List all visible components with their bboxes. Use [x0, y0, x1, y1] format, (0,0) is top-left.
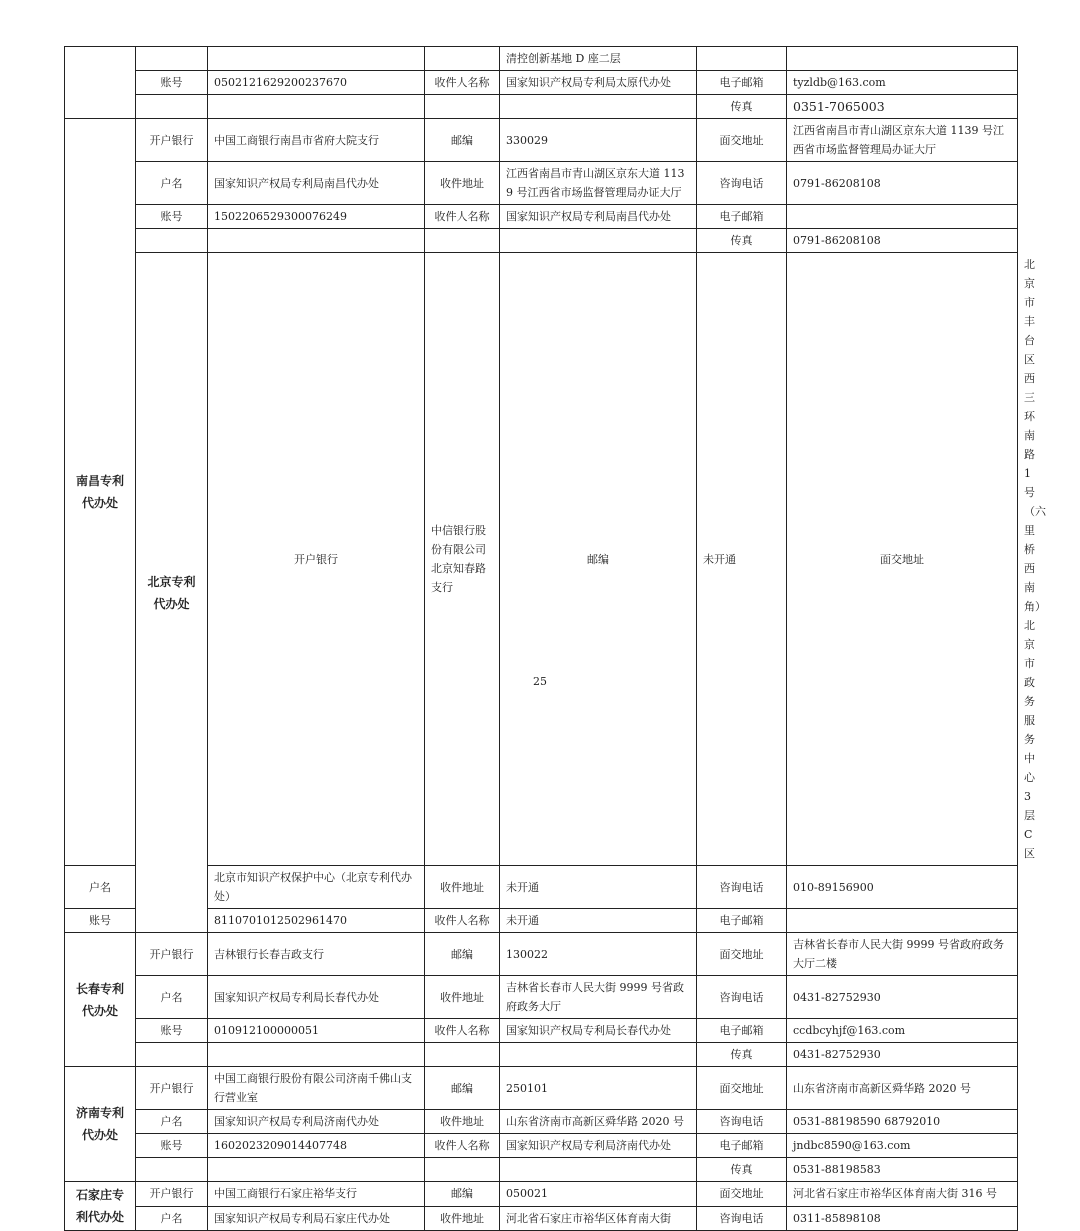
bank-label: 开户银行: [136, 933, 208, 976]
postcode-value: 130022: [500, 933, 697, 976]
email-value: [787, 909, 1018, 933]
recipient-label: 收件人名称: [425, 1134, 500, 1158]
name-label: 户名: [136, 162, 208, 205]
name-value: 北京市知识产权保护中心（北京专利代办处）: [208, 866, 425, 909]
recipient-value: 国家知识产权局专利局太原代办处: [500, 71, 697, 95]
fax-value: 0531-88198583: [787, 1158, 1018, 1182]
table-row: [65, 162, 1018, 205]
table-row: [65, 1067, 1018, 1110]
mail-address-value: 江西省南昌市青山湖区京东大道 1139 号江西省市场监督管理局办证大厅: [500, 162, 697, 205]
name-label: 户名: [136, 1206, 208, 1231]
mail-address-label: 收件地址: [425, 866, 500, 909]
fax-value: 0791-86208108: [787, 229, 1018, 253]
visit-address-value: 河北省石家庄市裕华区体育南大街 316 号: [787, 1182, 1018, 1207]
phone-label: 咨询电话: [697, 976, 787, 1019]
email-label: 电子邮箱: [697, 1019, 787, 1043]
account-label: 账号: [136, 1134, 208, 1158]
table-row: [65, 205, 1018, 229]
fax-value: 0351-7065003: [787, 95, 1018, 119]
account-value: 1602023209014407748: [208, 1134, 425, 1158]
visit-address-value: 山东省济南市高新区舜华路 2020 号: [787, 1067, 1018, 1110]
office-name-changchun: 长春专利代办处: [65, 933, 136, 1067]
table-row: [65, 229, 1018, 253]
recipient-label: 收件人名称: [425, 71, 500, 95]
email-label: 电子邮箱: [697, 909, 787, 933]
email-label: 电子邮箱: [697, 205, 787, 229]
visit-address-label: 面交地址: [697, 1067, 787, 1110]
table-row: [65, 1110, 1018, 1134]
phone-value: 0791-86208108: [787, 162, 1018, 205]
bank-label: 开户银行: [208, 253, 425, 866]
account-label: 账号: [136, 205, 208, 229]
email-value: [787, 205, 1018, 229]
table-row: [65, 1134, 1018, 1158]
office-name-jinan: 济南专利代办处: [65, 1067, 136, 1182]
bank-value: 吉林银行长春吉政支行: [208, 933, 425, 976]
mail-address-value: 清控创新基地 D 座二层: [500, 47, 697, 71]
bank-label: 开户银行: [136, 1182, 208, 1207]
office-cell-blank: [65, 47, 136, 119]
account-label: 账号: [65, 909, 136, 933]
table-row: [65, 1206, 1018, 1231]
table-row: [65, 95, 1018, 119]
email-value: jndbc8590@163.com: [787, 1134, 1018, 1158]
visit-address-label: 面交地址: [697, 119, 787, 162]
account-label: 账号: [136, 1019, 208, 1043]
name-label: 户名: [65, 866, 136, 909]
postcode-value: 330029: [500, 119, 697, 162]
phone-label: 咨询电话: [697, 162, 787, 205]
mail-address-value: 山东省济南市高新区舜华路 2020 号: [500, 1110, 697, 1134]
table-row: [65, 1182, 1018, 1207]
page-number: 25: [533, 675, 547, 688]
name-value: 国家知识产权局专利局济南代办处: [208, 1110, 425, 1134]
email-value: tyzldb@163.com: [787, 71, 1018, 95]
recipient-value: 国家知识产权局专利局长春代办处: [500, 1019, 697, 1043]
fax-label: 传真: [697, 229, 787, 253]
postcode-label: 邮编: [500, 253, 697, 866]
name-value: 国家知识产权局专利局石家庄代办处: [208, 1206, 425, 1231]
phone-value: 0531-88198590 68792010: [787, 1110, 1018, 1134]
bank-value: 中国工商银行股份有限公司济南千佛山支行营业室: [208, 1067, 425, 1110]
table-row: [65, 1043, 1018, 1067]
visit-address-label: 面交地址: [697, 933, 787, 976]
recipient-value: 国家知识产权局专利局济南代办处: [500, 1134, 697, 1158]
mail-address-value: 吉林省长春市人民大街 9999 号省政府政务大厅: [500, 976, 697, 1019]
bank-value: 中国工商银行石家庄裕华支行: [208, 1182, 425, 1207]
phone-value: 010-89156900: [787, 866, 1018, 909]
account-value: 1502206529300076249: [208, 205, 425, 229]
office-name-nanchang: 南昌专利代办处: [65, 119, 136, 866]
bank-value: 中信银行股份有限公司北京知春路支行: [425, 253, 500, 866]
table-row: [65, 47, 1018, 71]
bank-label: 开户银行: [136, 119, 208, 162]
table-row: [65, 866, 1018, 909]
recipient-label: 收件人名称: [425, 1019, 500, 1043]
table-row: [65, 119, 1018, 162]
office-name-beijing: 北京专利代办处: [136, 253, 208, 933]
agency-info-table: [64, 46, 1046, 1231]
postcode-value: 未开通: [697, 253, 787, 866]
name-value: 国家知识产权局专利局南昌代办处: [208, 162, 425, 205]
postcode-label: 邮编: [425, 1067, 500, 1110]
mail-address-label: 收件地址: [425, 162, 500, 205]
mail-address-value: 未开通: [500, 866, 697, 909]
recipient-label: 收件人名称: [425, 205, 500, 229]
fax-value: 0431-82752930: [787, 1043, 1018, 1067]
name-label: 户名: [136, 976, 208, 1019]
mail-address-value: 河北省石家庄市裕华区体育南大街: [500, 1206, 697, 1231]
phone-label: 咨询电话: [697, 1206, 787, 1231]
visit-address-value: 江西省南昌市青山湖区京东大道 1139 号江西省市场监督管理局办证大厅: [787, 119, 1018, 162]
recipient-label: 收件人名称: [425, 909, 500, 933]
postcode-label: 邮编: [425, 119, 500, 162]
recipient-value: 未开通: [500, 909, 697, 933]
table-row: [65, 1019, 1018, 1043]
postcode-label: 邮编: [425, 933, 500, 976]
phone-label: 咨询电话: [697, 1110, 787, 1134]
mail-address-label: 收件地址: [425, 1110, 500, 1134]
email-value: ccdbcyhjf@163.com: [787, 1019, 1018, 1043]
postcode-value: 250101: [500, 1067, 697, 1110]
account-label: 账号: [136, 71, 208, 95]
phone-label: 咨询电话: [697, 866, 787, 909]
name-value: 国家知识产权局专利局长春代办处: [208, 976, 425, 1019]
visit-address-value: 吉林省长春市人民大街 9999 号省政府政务大厅二楼: [787, 933, 1018, 976]
table-row: [65, 933, 1018, 976]
bank-label: 开户银行: [136, 1067, 208, 1110]
phone-value: 0431-82752930: [787, 976, 1018, 1019]
table-row: [65, 909, 1018, 933]
table-row: [65, 71, 1018, 95]
table-row: 北京专利代办处 开户银行 中信银行股份有限公司北京知春路支行 邮编 未开通 面交地址 北京市丰台区西三环南路 1 号（六里桥西南角）北京市政务服务中心 3 层 C 区: [65, 253, 1018, 866]
account-value: 8110701012502961470: [208, 909, 425, 933]
postcode-label: 邮编: [425, 1182, 500, 1207]
email-label: 电子邮箱: [697, 71, 787, 95]
visit-address-label: 面交地址: [697, 1182, 787, 1207]
account-value: 0502121629200237670: [208, 71, 425, 95]
postcode-value: 050021: [500, 1182, 697, 1207]
office-name-shijiazhuang: 石家庄专利代办处: [65, 1182, 136, 1231]
bank-value: 中国工商银行南昌市省府大院支行: [208, 119, 425, 162]
phone-value: 0311-85898108: [787, 1206, 1018, 1231]
recipient-value: 国家知识产权局专利局南昌代办处: [500, 205, 697, 229]
account-value: 010912100000051: [208, 1019, 425, 1043]
table-row: [65, 976, 1018, 1019]
fax-label: 传真: [697, 1043, 787, 1067]
mail-address-label: 收件地址: [425, 1206, 500, 1231]
fax-label: 传真: [697, 1158, 787, 1182]
visit-address-label: 面交地址: [787, 253, 1018, 866]
name-label: 户名: [136, 1110, 208, 1134]
mail-address-label: 收件地址: [425, 976, 500, 1019]
email-label: 电子邮箱: [697, 1134, 787, 1158]
fax-label: 传真: [697, 95, 787, 119]
table-row: [65, 1158, 1018, 1182]
